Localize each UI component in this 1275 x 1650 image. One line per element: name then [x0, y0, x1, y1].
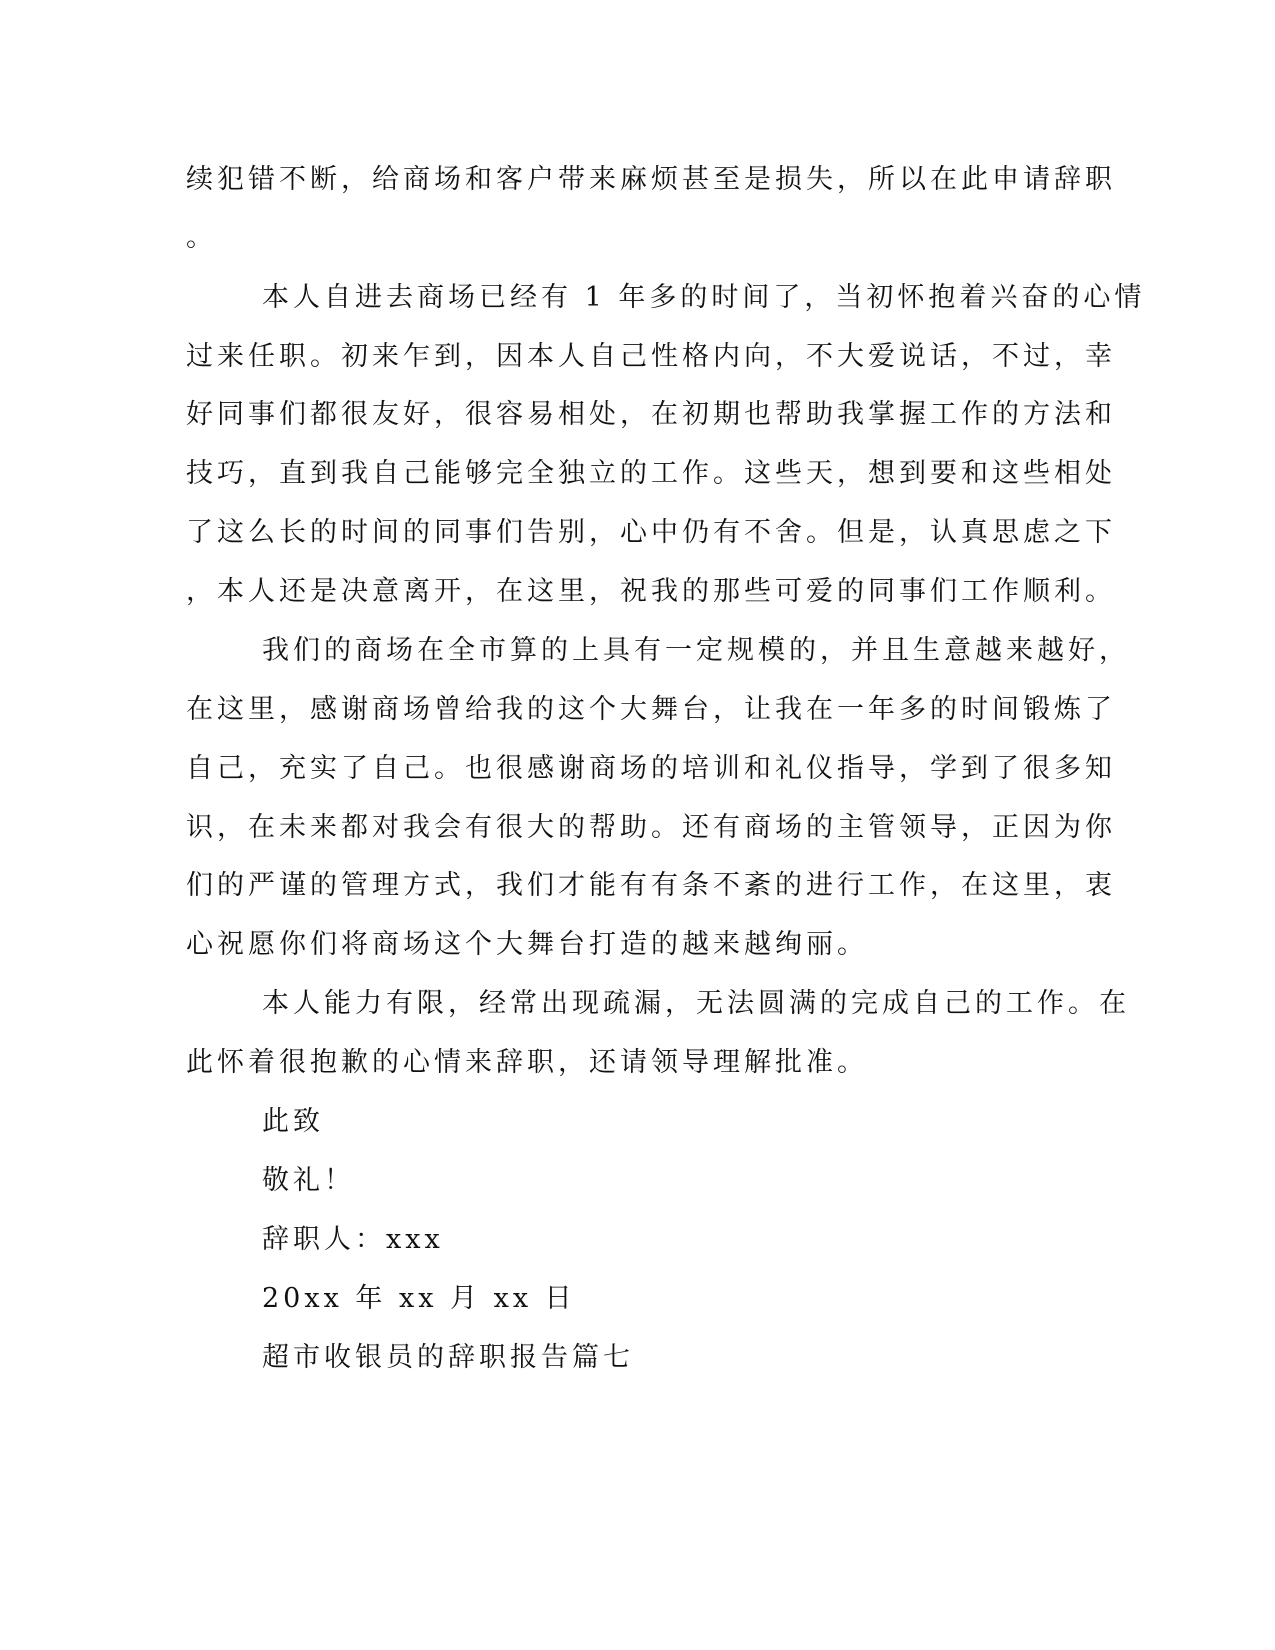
- letter-date: 20xx 年 xx 月 xx 日: [262, 1283, 576, 1314]
- text-line: 自己，充实了自己。也很感谢商场的培训和礼仪指导，学到了很多知: [186, 753, 1116, 784]
- paragraph-start-line: 本人能力有限，经常出现疏漏，无法圆满的完成自己的工作。在: [262, 988, 1130, 1019]
- text-line: 好同事们都很友好，很容易相处，在初期也帮助我掌握工作的方法和: [186, 399, 1116, 430]
- paragraph-start-line: 本人自进去商场已经有 1 年多的时间了，当初怀抱着兴奋的心情: [262, 282, 1146, 313]
- closing-salutation: 此致: [262, 1106, 324, 1137]
- text-line: 们的严谨的管理方式，我们才能有有条不紊的进行工作，在这里，衷: [186, 870, 1116, 901]
- text-line: ，本人还是决意离开，在这里，祝我的那些可爱的同事们工作顺利。: [186, 576, 1116, 607]
- paragraph-start-line: 我们的商场在全市算的上具有一定规模的，并且生意越来越好，: [262, 635, 1130, 666]
- text-line: 此怀着很抱歉的心情来辞职，还请领导理解批准。: [186, 1047, 868, 1078]
- text-line: 技巧，直到我自己能够完全独立的工作。这些天，想到要和这些相处: [186, 458, 1116, 489]
- text-line: 过来任职。初来乍到，因本人自己性格内向，不大爱说话，不过，幸: [186, 341, 1116, 372]
- text-line: 心祝愿你们将商场这个大舞台打造的越来越绚丽。: [186, 929, 868, 960]
- section-heading: 超市收银员的辞职报告篇七: [262, 1342, 634, 1373]
- resigner-name: 辞职人：xxx: [262, 1224, 444, 1255]
- closing-regards: 敬礼！: [262, 1165, 355, 1196]
- text-line: 了这么长的时间的同事们告别，心中仍有不舍。但是，认真思虑之下: [186, 517, 1116, 548]
- text-line: 识，在未来都对我会有很大的帮助。还有商场的主管领导，正因为你: [186, 812, 1116, 843]
- text-line: 。: [186, 222, 217, 253]
- text-line: 在这里，感谢商场曾给我的这个大舞台，让我在一年多的时间锻炼了: [186, 694, 1116, 725]
- text-line: 续犯错不断，给商场和客户带来麻烦甚至是损失，所以在此申请辞职: [186, 164, 1116, 195]
